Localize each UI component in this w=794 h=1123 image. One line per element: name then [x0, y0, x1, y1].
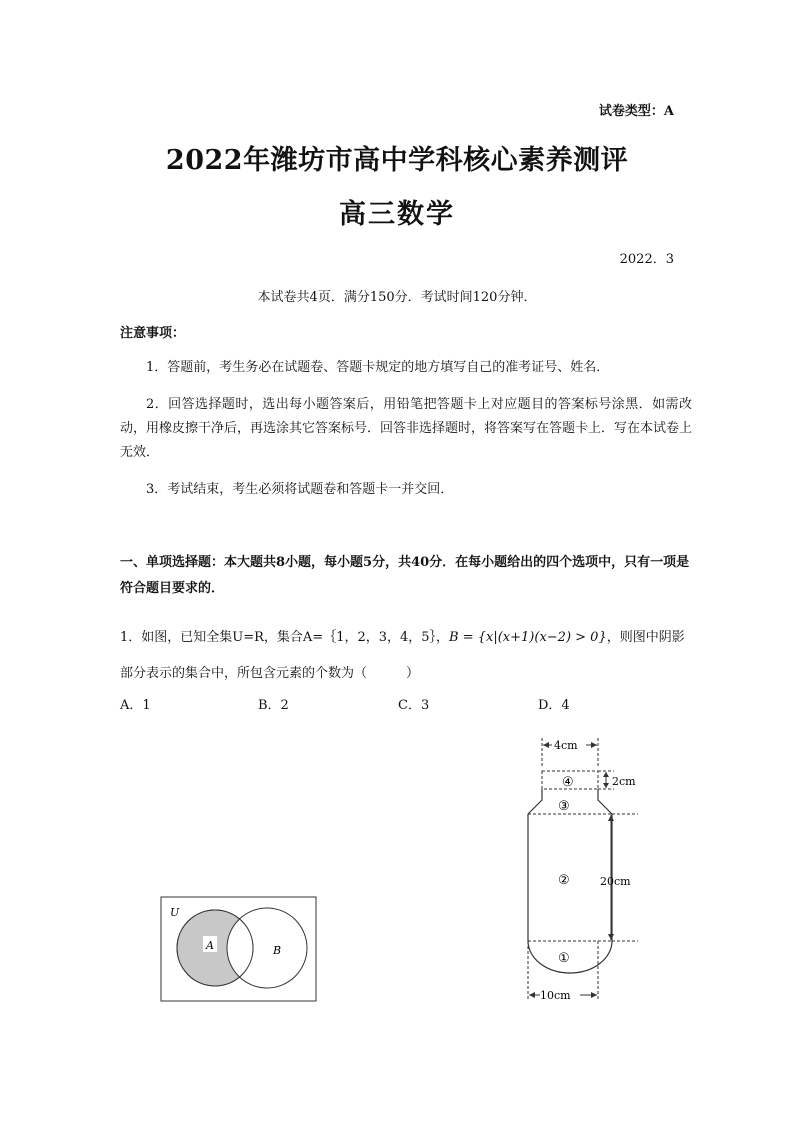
- set-b-expression: B = {x|(x+1)(x−2) > 0}: [449, 630, 607, 645]
- bottom-width-label: 10cm: [540, 989, 571, 1002]
- exam-title: 2022年潍坊市高中学科核心素养测评: [165, 145, 629, 176]
- universe-label: U: [170, 906, 180, 919]
- paper-type: 试卷类型：A: [598, 104, 674, 119]
- option-c: C．3: [398, 698, 430, 713]
- exam-date: 2022．3: [619, 252, 674, 267]
- part-4-label: ④: [562, 775, 574, 790]
- set-a-label: A: [206, 939, 214, 952]
- question-1-stem: [120, 620, 694, 692]
- part-2-label: ②: [558, 873, 570, 888]
- bottle-diagram: [510, 734, 660, 1012]
- option-b: B．2: [258, 698, 289, 713]
- option-d: D．4: [538, 698, 570, 713]
- neck-height-label: 2cm: [612, 775, 636, 788]
- notice-item-3: 3．考试结束，考生必须将试题卷和答题卡一并交回．: [146, 482, 454, 497]
- body-height-label: 20cm: [600, 875, 631, 888]
- notice-item-2: 2．回答选择题时，选出每小题答案后，用铅笔把答题卡上对应题目的答案标号涂黑．如需改动，用橡皮擦干净后，再选涂其它答案标号．回答非选择题时，将答案写在答题卡上．写在本试卷上无效．: [120, 397, 693, 460]
- option-a: A．1: [120, 698, 151, 713]
- exam-intro: 本试卷共4页．满分150分．考试时间120分钟．: [257, 290, 537, 305]
- notice-heading: 注意事项：: [120, 326, 186, 341]
- question-1-stem-part2: ，则图中阴影部分表示的集合中，所包含元素的个数为（ ）: [120, 630, 685, 681]
- top-width-label: 4cm: [554, 739, 578, 752]
- notice-item-1: 1．答题前，考生务必在试题卷、答题卡规定的地方填写自己的准考证号、姓名．: [146, 360, 610, 375]
- question-1-stem-part1: 1．如图，已知全集U=R，集合A=｛1，2，3，4，5｝，: [120, 630, 450, 645]
- venn-diagram: [158, 894, 320, 1006]
- subject-title: 高三数学: [339, 199, 455, 230]
- part-1-label: ①: [558, 951, 570, 966]
- part-3-label: ③: [558, 799, 570, 814]
- section-heading: 一、单项选择题：本大题共8小题，每小题5分，共40分．在每小题给出的四个选项中，只有一项是符合题目要求的．: [120, 555, 690, 596]
- set-b-label: B: [273, 944, 282, 957]
